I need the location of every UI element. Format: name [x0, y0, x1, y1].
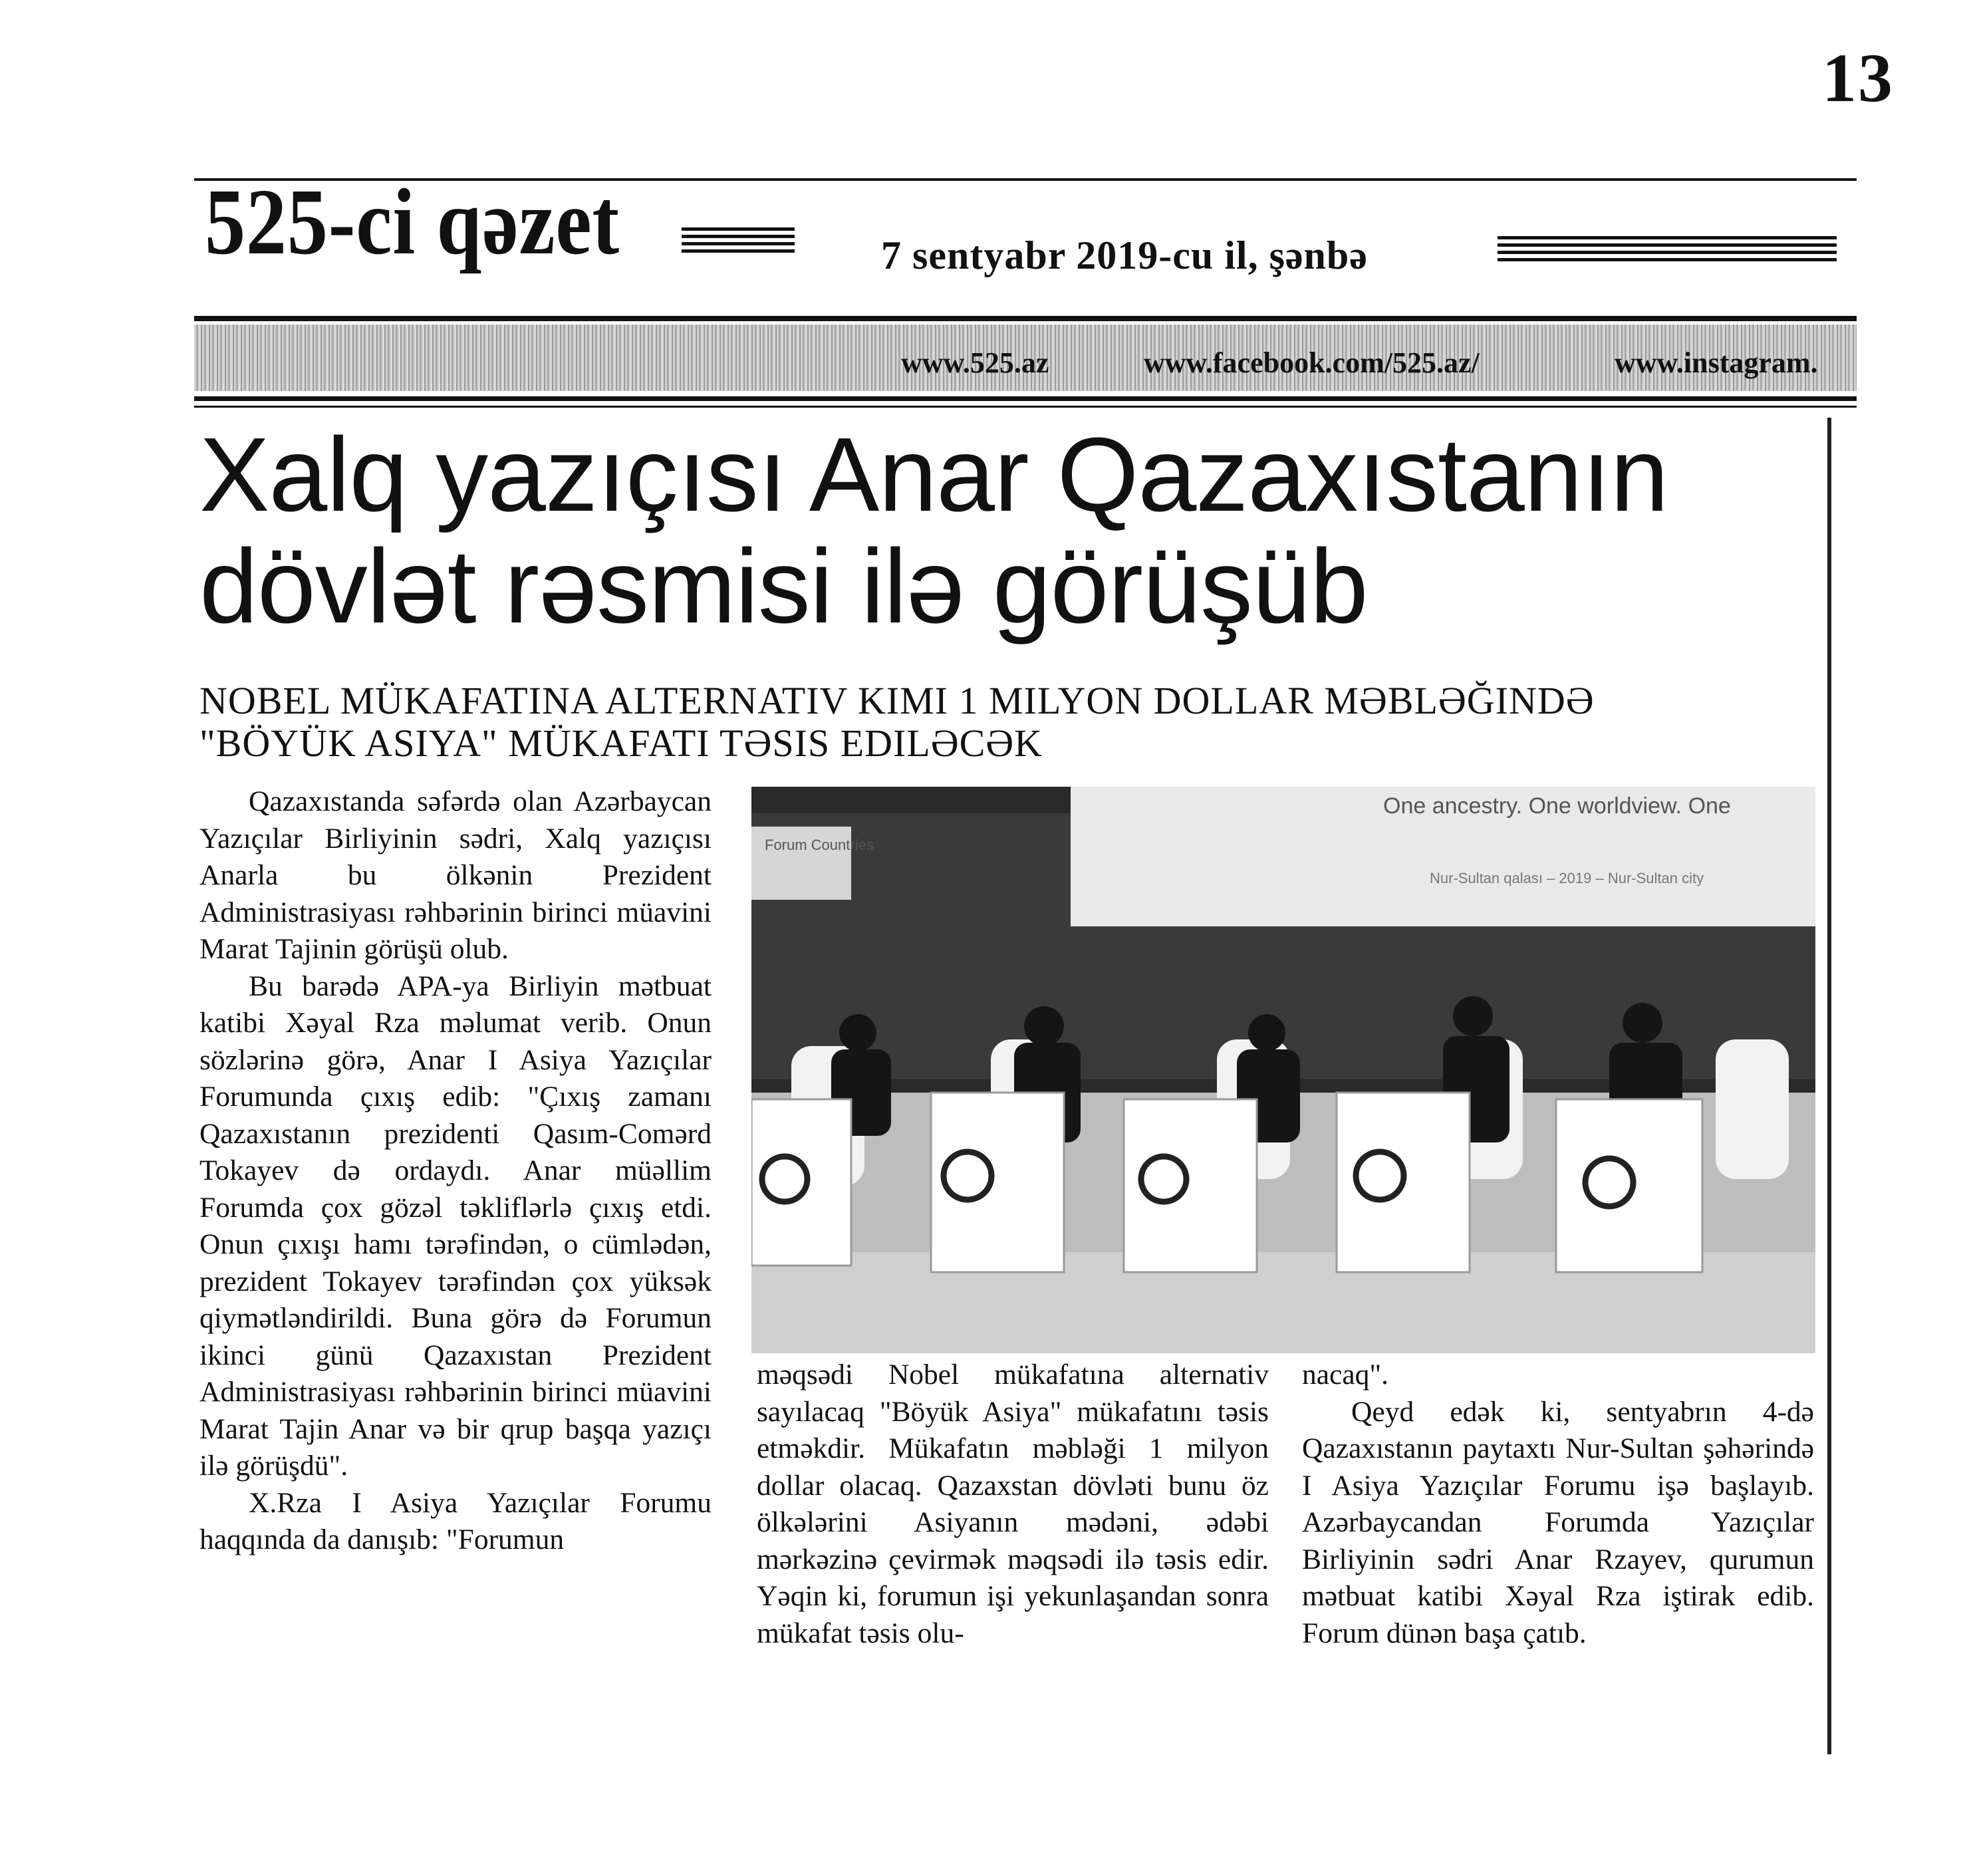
article-headline [199, 416, 1668, 645]
masthead-decor-lines-left [682, 227, 795, 255]
issue-date: 7 sentyabr 2019-cu il, şənbə [881, 233, 1368, 277]
article-right-border [1827, 418, 1831, 1754]
screen-text-slogan: One ancestry. One worldview. One [1383, 793, 1731, 819]
subhead-line-1: NOBEL MÜKAFATINA ALTERNATIV KIMI 1 MILYON DOLLAR MƏBLƏĞINDƏ [199, 679, 1595, 722]
paragraph: Bu barədə APA-ya Birliyin mətbuat katibi Xəyal Rza məlumat verib. Onun sözlərinə görə, Anar I Asiya Yazıçılar Forumunda çıxış edib: "Çıxış zamanı Qazaxıstanın prezidenti Qasım-Comərd Tokayev də ordaydı. Anar müəllim Forumda çox gözəl təkliflərlə çıxış etdi. Onun çıxışı hamı tərəfindən, o cümlədən, prezident Tokayev tərəfindən çox yüksək qiymətləndirildi. Buna görə də Forumun ikinci günü Qazaxıstan Prezident Administrasiyası rəhbərinin birinci müavini Marat Tajin Anar və bir qrup başqa yazıçı ilə görüşdü". [199, 970, 712, 1482]
instagram-link[interactable]: www.instagram. [1615, 346, 1818, 379]
paragraph: X.Rza I Asiya Yazıçılar Forumu haqqında da danışıb: "Forumun [199, 1486, 712, 1555]
article-subhead [199, 680, 1595, 765]
paragraph: məqsədi Nobel mükafatına alternativ sayılacaq "Böyük Asiya" mükafatını təsis etməkdir. Mükafatın məbləği 1 milyon dollar olacaq. Qazaxstan dövləti bunu öz ölkələrini Asiyanın mədəni, ədəbi mərkəzinə çevirmək məqsədi ilə təsis edir. Yəqin ki, forumun işi yekunlaşandan sonra mükafat təsis olu- [757, 1359, 1269, 1649]
paragraph: Qazaxıstanda səfərdə olan Azərbaycan Yazıçılar Birliyinin sədri, Xalq yazıçısı Anarla bu ölkənin Prezident Administrasiyası rəhbərinin birinci müavini Marat Tajinin görüşü olub. [199, 785, 712, 965]
headline-line-1: Xalq yazıçısı Anar Qazaxıstanın [199, 416, 1668, 533]
paragraph: Qeyd edək ki, sentyabrın 4-də Qazaxıstanın paytaxtı Nur-Sultan şəhərində I Asiya Yazıçılar Forumu işə başlayıb. Azərbaycandan Forumda Yazıçılar Birliyinin sədri Anar Rzayev, qurumun mətbuat katibi Xəyal Rza iştirak edib. Forum dünən başa çatıb. [1302, 1395, 1814, 1649]
article-column-3 [1302, 1357, 1814, 1652]
subhead-line-2: "BÖYÜK ASIYA" MÜKAFATI TƏSIS EDILƏCƏK [199, 722, 1043, 765]
forum-photo [751, 787, 1815, 1353]
band-bottom-rule [194, 396, 1857, 401]
article-column-2 [757, 1357, 1269, 1652]
masthead-decor-lines-right [1498, 236, 1837, 264]
screen-text-city: Nur-Sultan qalası – 2019 – Nur-Sultan city [1430, 870, 1704, 886]
article-column-1 [199, 783, 712, 1559]
masthead-bottom-rule [194, 316, 1857, 321]
facebook-link[interactable]: www.facebook.com/525.az/ [1144, 346, 1480, 379]
newspaper-name: 525-ci qəzet [205, 169, 620, 274]
headline-line-2: dövlət rəsmisi ilə görüşüb [199, 528, 1368, 645]
screen-text-forum: Forum Countries [765, 837, 874, 853]
forum-stage-illustration [751, 787, 1815, 1353]
band-bottom-thin-rule [194, 406, 1857, 408]
website-link[interactable]: www.525.az [901, 346, 1049, 379]
paragraph: nacaq". [1302, 1359, 1389, 1391]
page-number: 13 [1822, 40, 1894, 116]
